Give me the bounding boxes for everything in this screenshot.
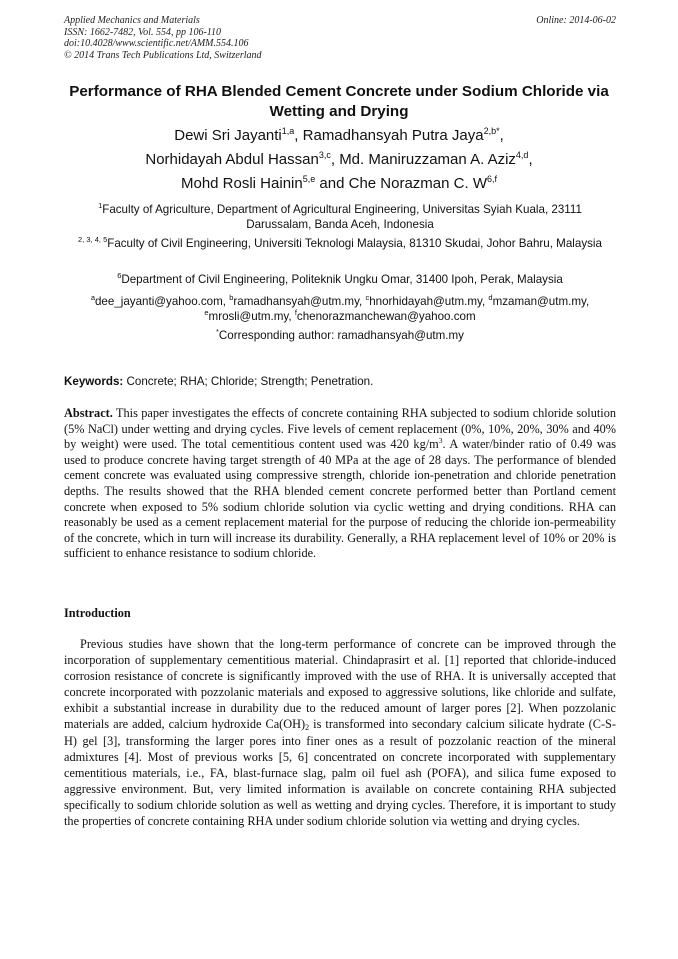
author-name: Dewi Sri Jayanti: [174, 127, 282, 144]
email-mark: f: [294, 308, 297, 317]
affiliation-mark: 2, 3, 4, 5: [78, 235, 108, 244]
intro-text-continued: is transformed into secondary calcium silicate hydrate (C-S-H) gel [3], transforming the larger pores into finer ones as a result of pozzolanic reaction of the mineral admixtures [4]. Most of previous works [5, 6] concentrated on concrete incorporated with supplementary cementitious materials, i.e., FA, blast-furnace slag, palm oil fuel ash (POFA), and silica fume exposed to aggressive environment. But, very limited information is available on concrete containing RHA subjected specifically to sodium chloride solution as well as wetting and drying cycles. Therefore, it is important to study the properties of concrete containing RHA under sodium chloride solution via wetting and drying cycles.: [64, 717, 616, 829]
introduction-paragraph: [64, 636, 616, 829]
copyright-line: © 2014 Trans Tech Publications Ltd, Switzerland: [64, 49, 262, 61]
keywords-text: Concrete; RHA; Chloride; Strength; Penetration.: [126, 375, 374, 388]
author-name: Ramadhansyah Putra Jaya: [302, 127, 484, 144]
author-conjunction: and: [319, 175, 345, 192]
online-date: Online: 2014-06-02: [536, 15, 616, 26]
email-address: chenorazmanchewan@yahoo.com: [296, 310, 476, 323]
author-affil-mark: 3,c: [318, 150, 331, 160]
author-affil-mark: 4,d: [515, 150, 529, 160]
intro-subscript: 2: [305, 723, 310, 733]
author-name: Che Norazman C. W: [348, 175, 487, 192]
affiliation-3: [64, 272, 616, 287]
email-address: mzaman@utm.my,: [492, 295, 590, 308]
email-mark: c: [365, 293, 370, 302]
abstract: [64, 406, 616, 562]
email-mark: e: [204, 308, 209, 317]
abstract-text-continued: . A water/binder ratio of 0.49 was used to produce concrete having target strength of 40 MPa at the age of 28 days. The performance of blended cement concrete was evaluated using compressive strength, chloride ion-penetration and chloride penetration depths. The results showed that the RHA blended cement concrete performed better than Portland cement concrete when exposed to 5% sodium chloride solution via cyclic wetting and drying conditions. RHA can reasonably be used as a cement replacement material for the purpose of reducing the chloride ion-permeability of the concrete, which in turn will increase its durability. Generally, a RHA replacement level of 10% or 20% is sufficient to enhance resistance to sodium chloride.: [64, 437, 616, 561]
author-affil-mark: 1,a: [281, 126, 295, 136]
abstract-superscript: 3: [438, 436, 443, 446]
email-mark: d: [488, 293, 493, 302]
author-name: Mohd Rosli Hainin: [180, 175, 303, 192]
keywords-label: Keywords:: [64, 375, 124, 388]
section-heading-introduction: Introduction: [64, 606, 131, 620]
affiliation-mark: 6: [117, 271, 122, 280]
keywords: [64, 374, 616, 389]
affiliation-text: Department of Civil Engineering, Politeknik Ungku Omar, 31400 Ipoh, Perak, Malaysia: [121, 273, 563, 286]
affiliation-mark: 1: [98, 201, 103, 210]
email-address: dee_jayanti@yahoo.com,: [94, 295, 226, 308]
corresponding-text: Corresponding author: ramadhansyah@utm.my: [218, 329, 464, 342]
email-address: hnorhidayah@utm.my,: [369, 295, 486, 308]
journal-name: Applied Mechanics and Materials: [64, 15, 200, 26]
corresponding-author: [64, 328, 616, 343]
email-address: mrosli@utm.my,: [208, 310, 292, 323]
email-list: [64, 294, 616, 324]
author-name: Md. Maniruzzaman A. Aziz: [339, 151, 516, 168]
abstract-text: This paper investigates the effects of concrete containing RHA subjected to sodium chloride solution (5% NaCl) under wetting and drying cycles. Five levels of cement replacement (0%, 10%, 20%, 30% and 40% by weight) were used. The total cementitious content used was 420 kg/m: [64, 406, 616, 452]
email-mark: a: [90, 293, 95, 302]
intro-text: Previous studies have shown that the long-term performance of concrete can be improved through the incorporation of supplementary cementitious material. Chindaprasirt et al. [1] reported that chloride-induced corrosion resistance of concrete is significantly improved with the use of RHA. It is universally accepted that concrete incorporated with pozzolanic materials and exposed to aggressive solutions, like chloride and sulfate, exhibit a substantial increase in durability due to the reduced amount of larger pores [2]. When pozzolanic materials are added, calcium hydroxide Ca(OH): [64, 637, 616, 732]
author-affil-mark: 5,e: [302, 174, 316, 184]
author-name: Norhidayah Abdul Hassan: [145, 151, 319, 168]
author-affil-mark: 6,f: [486, 174, 497, 184]
journal-header: [64, 15, 616, 61]
paper-title: Performance of RHA Blended Cement Concrete under Sodium Chloride via Wetting and Drying: [69, 83, 609, 120]
issn-line: ISSN: 1662-7482, Vol. 554, pp 106-110: [64, 26, 222, 38]
email-mark: b: [229, 293, 234, 302]
author-affil-mark: 2,b*: [483, 126, 500, 136]
affiliation-1: [64, 202, 616, 232]
affiliation-text: Faculty of Civil Engineering, Universiti Teknologi Malaysia, 81310 Skudai, Johor Bahru, Malaysia: [107, 237, 602, 250]
corresponding-mark: *: [216, 327, 219, 336]
doi-line: doi:10.4028/www.scientific.net/AMM.554.106: [64, 38, 249, 49]
affiliation-2: [64, 236, 616, 251]
email-address: ramadhansyah@utm.my,: [233, 295, 363, 308]
author-list: Dewi Sri Jayanti$^{1,a}$, Ramadhansyah Putra Jaya$^{2,b*}$, Norhidayah Abdul Hassan$^{3,c}$, Md. Maniruzzaman A. Aziz$^{4,d}$, Mohd Rosli Hainin$^{5,e}$ and Che Norazman C. W$^{6,f}$: [145, 126, 533, 192]
affiliation-text: Faculty of Agriculture, Department of Agricultural Engineering, Universitas Syiah Kuala, 23111 Darussalam, Banda Aceh, Indonesia: [102, 203, 582, 231]
abstract-label: Abstract.: [64, 406, 113, 420]
